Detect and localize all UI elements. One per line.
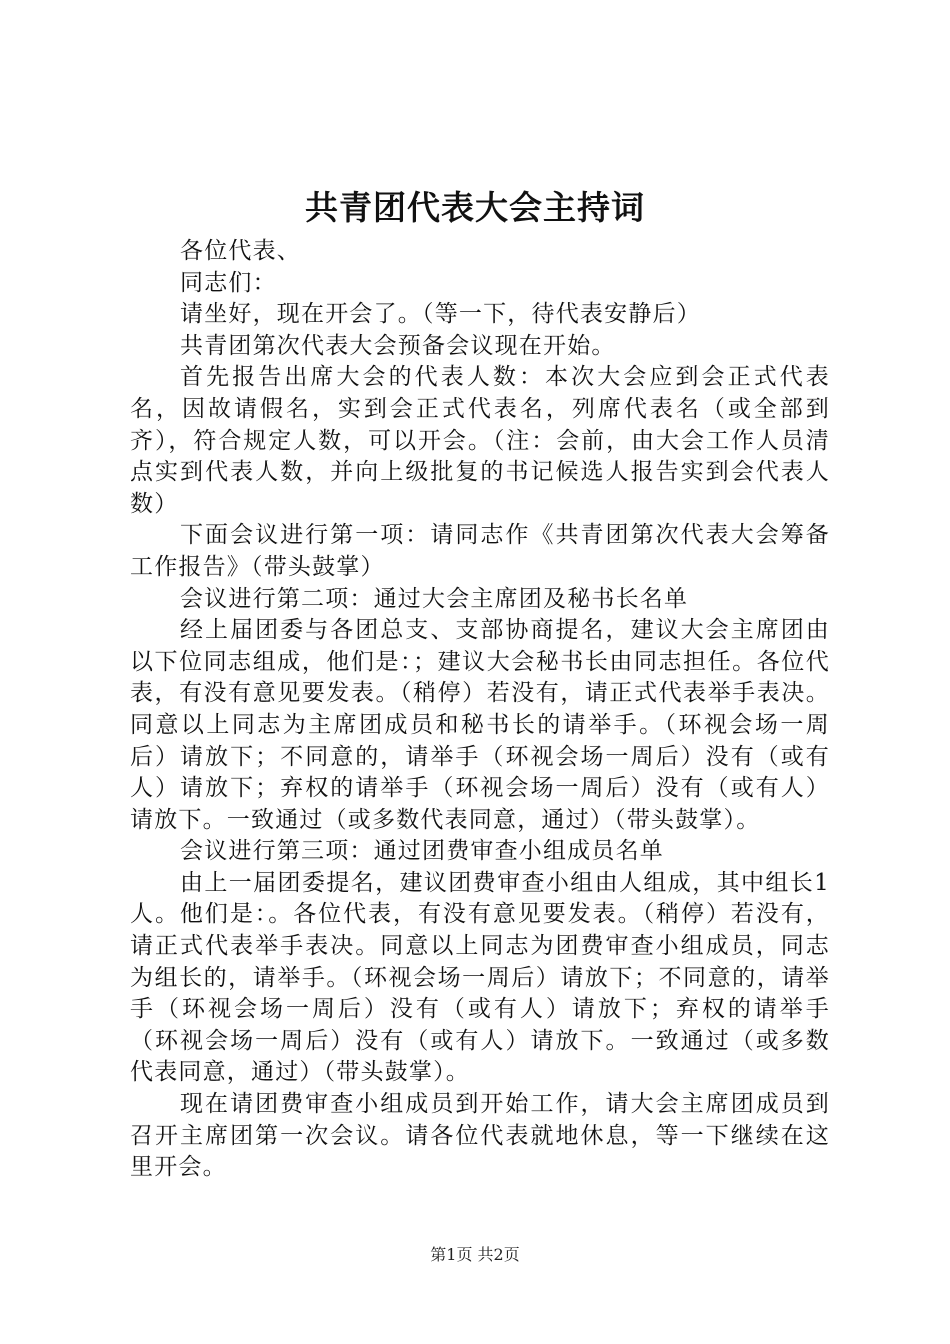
document-body [130,236,830,1184]
paragraph-9: 会议进行第三项：通过团费审查小组成员名单 [180,838,664,865]
paragraph-4: 共青团第次代表大会预备会议现在开始。 [180,332,616,359]
paragraph-11: 现在请团费审查小组成员到开始工作，请大会主席团成员到召开主席团第一次会议。请各位代表就地休息，等一下继续在这里开会。 [130,1091,830,1181]
paragraph-1: 各位代表、 [180,238,301,264]
paragraph-8: 经上届团委与各团总支、支部协商提名，建议大会主席团由以下位同志组成，他们是：；建议大会秘书长由同志担任。各位代表，有没有意见要发表。（稍停）若没有，请正式代表举手表决。同意以上同志为主席团成员和秘书长的请举手。（环视会场一周后）请放下；不同意的，请举手（环视会场一周后）没有（或有人）请放下；弃权的请举手（环视会场一周后）没有（或有人）请放下。一致通过（或多数代表同意，通过）（带头鼓掌）。 [130,617,830,833]
paragraph-6: 下面会议进行第一项：请同志作《共青团第次代表大会筹备工作报告》（带头鼓掌） [130,522,830,580]
page-footer: 第1页 共2页 [430,1245,520,1264]
paragraph-3: 请坐好，现在开会了。（等一下，待代表安静后） [180,301,701,328]
paragraph-10: 由上一届团委提名，建议团费审查小组由人组成，其中组长1人。他们是：。各位代表，有没有意见要发表。（稍停）若没有，请正式代表举手表决。同意以上同志为团费审查小组成员，同志为组长的，请举手。（环视会场一周后）请放下；不同意的，请举手（环视会场一周后）没有（或有人）请放下；弃权的请举手（环视会场一周后）没有（或有人）请放下。一致通过（或多数代表同意，通过）（带头鼓掌）。 [130,869,830,1086]
paragraph-5: 首先报告出席大会的代表人数：本次大会应到会正式代表名，因故请假名，实到会正式代表名，列席代表名（或全部到齐），符合规定人数，可以开会。（注：会前，由大会工作人员清点实到代表人数，并向上级批复的书记候选人报告实到会代表人数） [130,364,830,517]
paragraph-2: 同志们： [180,269,277,296]
paragraph-7: 会议进行第二项：通过大会主席团及秘书长名单 [180,585,689,612]
document-title: 共青团代表大会主持词 [305,188,645,227]
